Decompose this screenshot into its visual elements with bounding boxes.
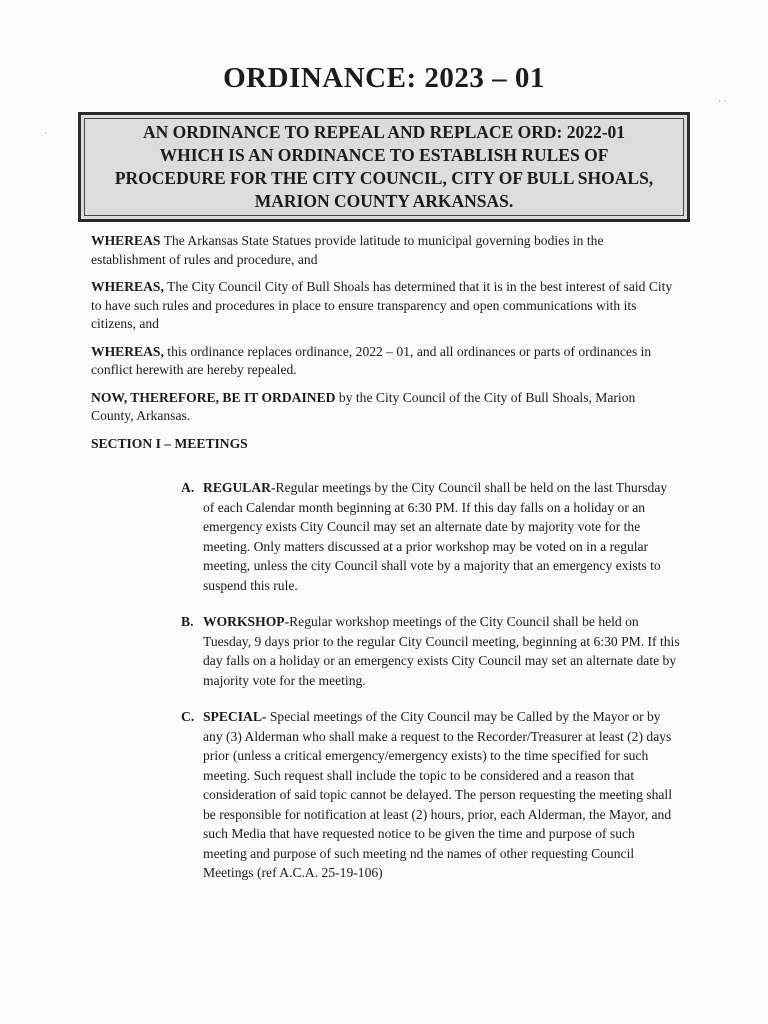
item-letter: C.: [181, 709, 195, 724]
preamble: [91, 232, 681, 461]
item-text: [203, 478, 681, 595]
paragraph-lead: WHEREAS,: [91, 343, 164, 359]
whereas-paragraph: [91, 232, 681, 269]
page-title: ORDINANCE: 2023 – 01: [223, 62, 545, 94]
paragraph-text: The Arkansas State Statues provide latitude to municipal governing bodies in the establishment of rules and procedure, and: [91, 233, 604, 267]
scan-speck: · ·: [718, 96, 727, 106]
list-item: [181, 612, 681, 690]
item-letter: A.: [181, 480, 195, 495]
section-heading: SECTION I – MEETINGS: [91, 435, 248, 451]
ordinance-banner: [78, 112, 690, 222]
item-body: Special meetings of the City Council may be Called by the Mayor or by any (3) Alderman who shall make a request to the Recorder/Treasurer at least (2) days prior (unless a critical emergency/emergency exists) to the time specified for such meeting. Such request shall include the topic to be considered and a reason that consideration of said topic cannot be delayed. The person requesting the meeting shall be responsible for notification at least (2) hours, prior, each Alderman, the Mayor, and such Media that have requested notice to be given the time and purpose of such meeting and purpose of such meeting nd the names of other requesting Council Meetings (ref A.C.A. 25-19-106): [203, 709, 672, 880]
paragraph-lead: WHEREAS,: [91, 279, 164, 294]
paragraph-text: by the City Council of the City of Bull Shoals, Marion County, Arkansas.: [91, 389, 636, 423]
scan-speck: ·: [44, 128, 47, 138]
meeting-items: [181, 478, 681, 900]
ordinance-banner-inner: [84, 118, 684, 216]
banner-line: MARION COUNTY ARKANSAS.: [254, 191, 514, 211]
list-item: [181, 478, 681, 595]
paragraph-lead: NOW, THEREFORE, BE IT ORDAINED: [91, 389, 336, 405]
ordained-paragraph: [91, 389, 681, 426]
item-text: [203, 612, 681, 690]
item-body: Regular meetings by the City Council shall be held on the last Thursday of each Calendar month beginning at 6:30 PM. If this day falls on a holiday or an emergency exists City Council may set an alternate date by majority vote for the meeting. Only matters discussed at a prior workshop may be voted on in a regular meeting, unless the city Council shall vote by a majority that an emergency exists to suspend this rule.: [203, 480, 668, 593]
item-lead: REGULAR-: [203, 480, 276, 495]
whereas-paragraph: [91, 278, 681, 334]
item-lead: SPECIAL-: [203, 709, 267, 724]
item-lead: WORKSHOP-: [203, 614, 290, 629]
paragraph-text: The City Council City of Bull Shoals has determined that it is in the best interest of said City to have such rules and procedures in place to ensure transparency and open communications with its citizens, and: [91, 279, 673, 331]
list-item: [181, 707, 681, 883]
item-letter: B.: [181, 614, 194, 629]
whereas-paragraph: [91, 343, 681, 380]
paragraph-text: this ordinance replaces ordinance, 2022 – 01, and all ordinances or parts of ordinances in conflict herewith are hereby repealed.: [91, 343, 652, 377]
item-body: Regular workshop meetings of the City Council shall be held on Tuesday, 9 days prior to the regular City Council meeting, beginning at 6:30 PM. If this day falls on a holiday or an emergency exists City Council may set an alternate date by majority vote for the meeting.: [203, 614, 680, 688]
item-text: [203, 707, 681, 883]
paragraph-lead: WHEREAS: [91, 233, 161, 248]
banner-line: PROCEDURE FOR THE CITY COUNCIL, CITY OF BULL SHOALS,: [114, 168, 654, 188]
banner-line: AN ORDINANCE TO REPEAL AND REPLACE ORD: 2022-01: [142, 122, 626, 142]
banner-line: WHICH IS AN ORDINANCE TO ESTABLISH RULES OF: [159, 145, 609, 165]
